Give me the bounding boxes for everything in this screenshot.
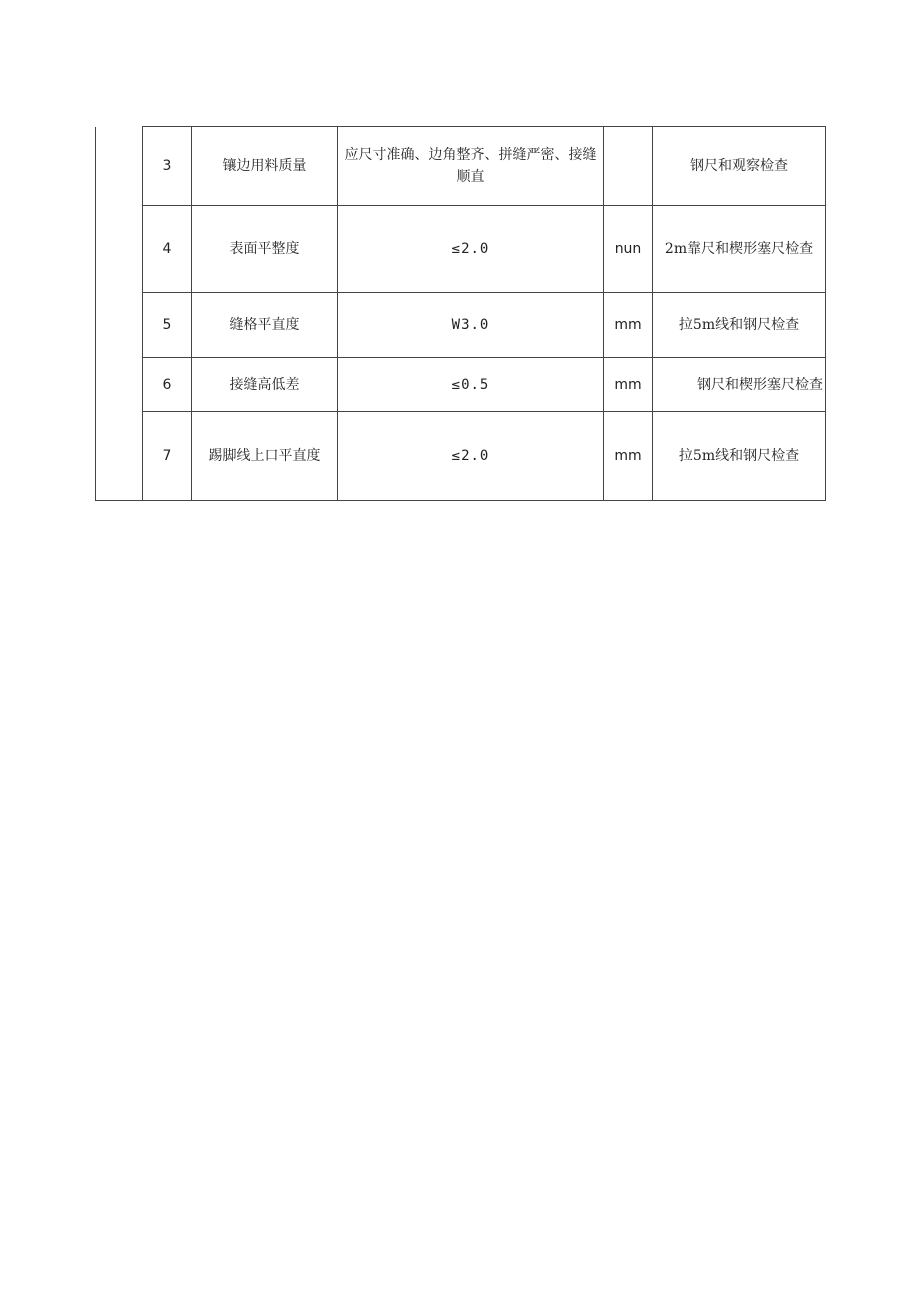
row-number: 4 xyxy=(143,206,192,293)
unit: nun xyxy=(604,206,653,293)
requirement: ≤2.0 xyxy=(338,412,604,501)
inspection-method: 钢尺和楔形塞尺检查 xyxy=(653,358,826,412)
requirement: W3.0 xyxy=(338,293,604,358)
item-name: 接缝高低差 xyxy=(192,358,338,412)
unit: mm xyxy=(604,358,653,412)
table-row xyxy=(96,206,826,293)
table-row xyxy=(96,293,826,358)
requirement: ≤2.0 xyxy=(338,206,604,293)
unit xyxy=(604,127,653,206)
row-number: 3 xyxy=(143,127,192,206)
row-number: 7 xyxy=(143,412,192,501)
group-cell xyxy=(96,127,143,501)
item-name: 缝格平直度 xyxy=(192,293,338,358)
unit: mm xyxy=(604,412,653,501)
inspection-method: 钢尺和观察检查 xyxy=(653,127,826,206)
item-name: 踢脚线上口平直度 xyxy=(192,412,338,501)
inspection-method: 拉5m线和钢尺检查 xyxy=(653,412,826,501)
inspection-table xyxy=(95,126,826,501)
row-number: 6 xyxy=(143,358,192,412)
item-name: 镶边用料质量 xyxy=(192,127,338,206)
requirement: ≤0.5 xyxy=(338,358,604,412)
table-row xyxy=(96,412,826,501)
unit: mm xyxy=(604,293,653,358)
row-number: 5 xyxy=(143,293,192,358)
requirement: 应尺寸准确、边角整齐、拼缝严密、接缝顺直 xyxy=(338,127,604,206)
inspection-method: 拉5m线和钢尺检查 xyxy=(653,293,826,358)
item-name: 表面平整度 xyxy=(192,206,338,293)
table-row xyxy=(96,358,826,412)
table-row xyxy=(96,127,826,206)
inspection-method: 2m靠尺和楔形塞尺检查 xyxy=(653,206,826,293)
